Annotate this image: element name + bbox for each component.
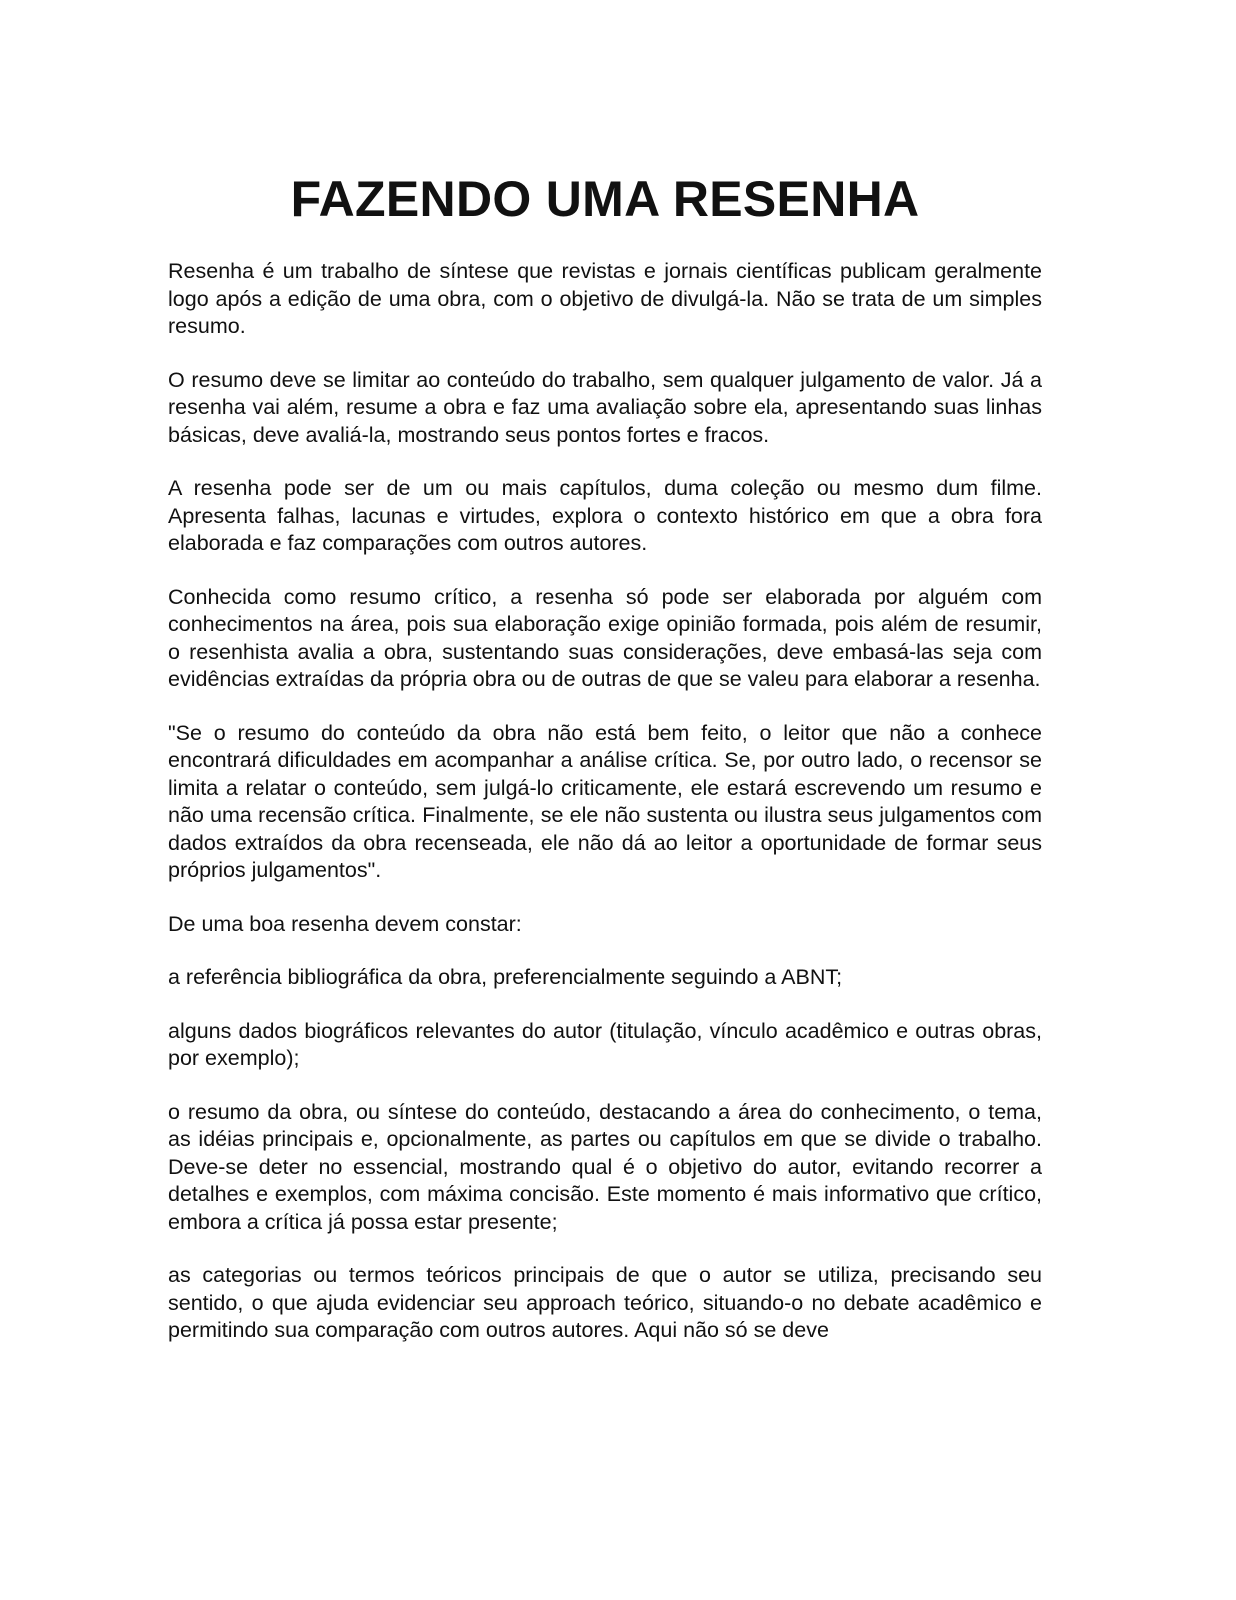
paragraph-list-intro: De uma boa resenha devem constar:	[168, 911, 522, 936]
paragraph-quote: "Se o resumo do conteúdo da obra não está bem feito, o leitor que não a conhece encontrará dificuldades em acompanhar a análise crítica. Se, por outro lado, o recensor se limita a relatar o conteúdo, sem julgá-lo criticamente, ele estará escrevendo um resumo e não uma recensão crítica. Finalmente, se ele não sustenta ou ilustra seus julgamentos com dados extraídos da obra recenseada, ele não dá ao leitor a oportunidade de formar seus próprios julgamentos".	[168, 720, 1042, 882]
paragraph-scope: A resenha pode ser de um ou mais capítulos, duma coleção ou mesmo dum filme. Apresenta falhas, lacunas e virtudes, explora o contexto histórico em que a obra fora elaborada e faz comparações com outros autores.	[168, 476, 1042, 555]
paragraph-definition: Resenha é um trabalho de síntese que revistas e jornais científicas publicam geralmente logo após a edição de uma obra, com o objetivo de divulgá-la. Não se trata de um simples resumo.	[168, 259, 1042, 338]
paragraph-resumo-vs-resenha: O resumo deve se limitar ao conteúdo do trabalho, sem qualquer julgamento de valor. Já a resenha vai além, resume a obra e faz uma avaliação sobre ela, apresentando suas linhas básicas, deve avaliá-la, mostrando seus pontos fortes e fracos.	[168, 367, 1042, 447]
paragraph-item-categorias: as categorias ou termos teóricos principais de que o autor se utiliza, precisando seu sentido, o que ajuda evidenciar seu approach teórico, situando-o no debate acadêmico e permitindo sua comparação com outros autores. Aqui não só se deve	[168, 1263, 1042, 1342]
document-page	[168, 168, 1042, 1371]
paragraph-item-referencia: a referência bibliográfica da obra, preferencialmente seguindo a ABNT;	[168, 965, 843, 989]
document-title: FAZENDO UMA RESENHA	[290, 171, 920, 227]
paragraph-item-dados-biograficos: alguns dados biográficos relevantes do autor (titulação, vínculo acadêmico e outras obras, por exemplo);	[168, 1018, 1042, 1070]
paragraph-item-resumo-obra: o resumo da obra, ou síntese do conteúdo, destacando a área do conhecimento, o tema, as idéias principais e, opcionalmente, as partes ou capítulos em que se divide o trabalho. Deve-se deter no essencial, mostrando qual é o objetivo do autor, evitando recorrer a detalhes e exemplos, com máxima concisão. Este momento é mais informativo que crítico, embora a crítica já possa estar presente;	[168, 1099, 1042, 1234]
paragraph-resumo-critico: Conhecida como resumo crítico, a resenha só pode ser elaborada por alguém com conhecimentos na área, pois sua elaboração exige opinião formada, pois além de resumir, o resenhista avalia a obra, sustentando suas considerações, deve embasá-las seja com evidências extraídas da própria obra ou de outras de que se valeu para elaborar a resenha.	[168, 584, 1042, 691]
